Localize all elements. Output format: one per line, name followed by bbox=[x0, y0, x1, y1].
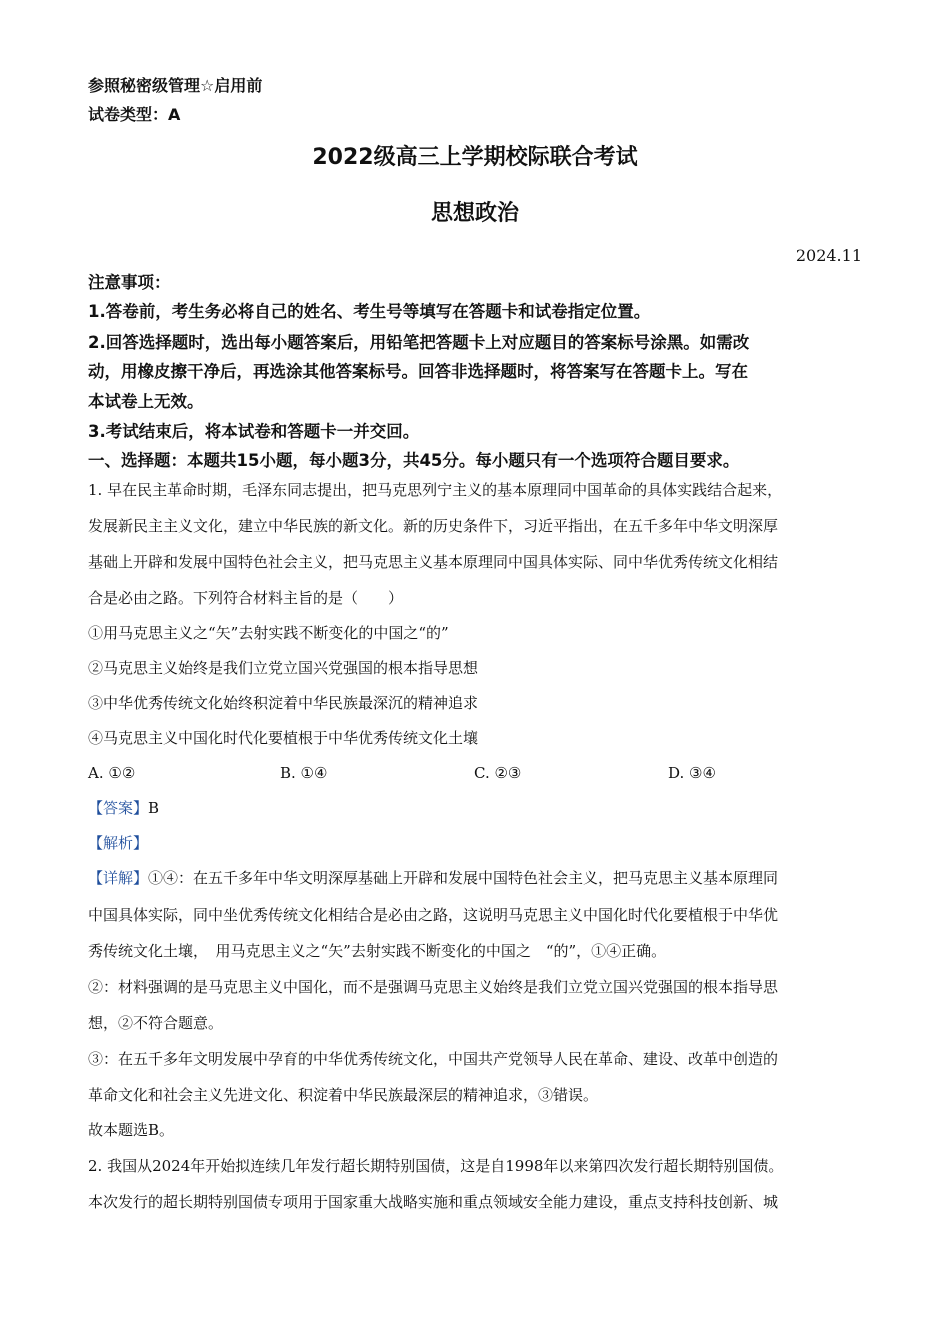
subject-title: 思想政治 bbox=[430, 201, 519, 226]
question-stem-line: 发展新民主主义文化，建立中华民族的新文化。新的历史条件下，习近平指出，在五千多年中华文明深厚 bbox=[88, 517, 779, 535]
option-c: C. ②③ bbox=[474, 764, 522, 782]
statement-4: ④马克思主义中国化时代化要植根于中华优秀传统文化土壤 bbox=[88, 729, 479, 747]
paper-type-label: 试卷类型：A bbox=[88, 105, 181, 124]
detail-line: 秀传统文化土壤， 用马克思主义之“矢”去射实践不断变化的中国之 “的”，①④正确。 bbox=[88, 942, 667, 960]
statement-3: ③中华优秀传统文化始终积淀着中华民族最深沉的精神追求 bbox=[88, 694, 479, 712]
option-b: B. ①④ bbox=[280, 764, 328, 782]
detail-line: ②：材料强调的是马克思主义中国化，而不是强调马克思主义始终是我们立党立国兴党强国的根本指导思 bbox=[88, 978, 779, 996]
answer-line bbox=[88, 798, 159, 818]
detail-text: ①④：在五千多年中华文明深厚基础上开辟和发展中国特色社会主义，把马克思主义基本原理同 bbox=[148, 869, 779, 887]
notice-item: 本试卷上无效。 bbox=[88, 392, 204, 411]
answer-tag: 【答案】 bbox=[88, 799, 149, 817]
question-stem-line: 本次发行的超长期特别国债专项用于国家重大战略实施和重点领域安全能力建设，重点支持科技创新、城 bbox=[88, 1193, 779, 1211]
statement-1: ①用马克思主义之“矢”去射实践不断变化的中国之“的” bbox=[88, 624, 449, 642]
notice-item: 3.考试结束后，将本试卷和答题卡一并交回。 bbox=[88, 422, 420, 441]
question-stem-line: 基础上开辟和发展中国特色社会主义，把马克思主义基本原理同中国具体实际、同中华优秀传统文化相结 bbox=[88, 553, 779, 571]
detail-line: 革命文化和社会主义先进文化、积淀着中华民族最深层的精神追求，③错误。 bbox=[88, 1086, 599, 1104]
question-stem-line: 2. 我国从2024年开始拟连续几年发行超长期特别国债，这是自1998年以来第四次发行超长期特别国债。 bbox=[88, 1157, 784, 1175]
notice-heading: 注意事项： bbox=[88, 273, 171, 292]
option-d: D. ③④ bbox=[668, 764, 716, 782]
exam-title: 2022级高三上学期校际联合考试 bbox=[312, 145, 638, 170]
option-a: A. ①② bbox=[88, 764, 136, 782]
notice-item: 动，用橡皮擦干净后，再选涂其他答案标号。回答非选择题时，将答案写在答题卡上。写在 bbox=[88, 362, 748, 381]
detail-line bbox=[88, 868, 778, 888]
question-stem-line: 合是必由之路。下列符合材料主旨的是（ ） bbox=[88, 589, 404, 607]
secrecy-label: 参照秘密级管理☆启用前 bbox=[88, 76, 263, 95]
exam-date: 2024.11 bbox=[795, 246, 862, 265]
section-heading: 一、选择题：本题共15小题，每小题3分，共45分。每小题只有一个选项符合题目要求。 bbox=[88, 451, 740, 470]
statement-2: ②马克思主义始终是我们立党立国兴党强国的根本指导思想 bbox=[88, 659, 479, 677]
analysis-tag: 【解析】 bbox=[88, 834, 149, 852]
notice-item: 1.答卷前，考生务必将自己的姓名、考生号等填写在答题卡和试卷指定位置。 bbox=[88, 302, 651, 321]
question-stem-line: 1. 早在民主革命时期，毛泽东同志提出，把马克思列宁主义的基本原理同中国革命的具体实践结合起来， bbox=[88, 481, 783, 499]
notice-item: 2.回答选择题时，选出每小题答案后，用铅笔把答题卡上对应题目的答案标号涂黑。如需改 bbox=[88, 333, 750, 352]
detail-line: 想，②不符合题意。 bbox=[88, 1014, 224, 1032]
detail-line: 中国具体实际，同中坐优秀传统文化相结合是必由之路，这说明马克思主义中国化时代化要植根于中华优 bbox=[88, 906, 779, 924]
detail-tag: 【详解】 bbox=[88, 869, 149, 887]
conclusion-line: 故本题选B。 bbox=[88, 1121, 175, 1139]
answer-value: B bbox=[148, 799, 160, 817]
detail-line: ③：在五千多年文明发展中孕育的中华优秀传统文化，中国共产党领导人民在革命、建设、改革中创造的 bbox=[88, 1050, 779, 1068]
